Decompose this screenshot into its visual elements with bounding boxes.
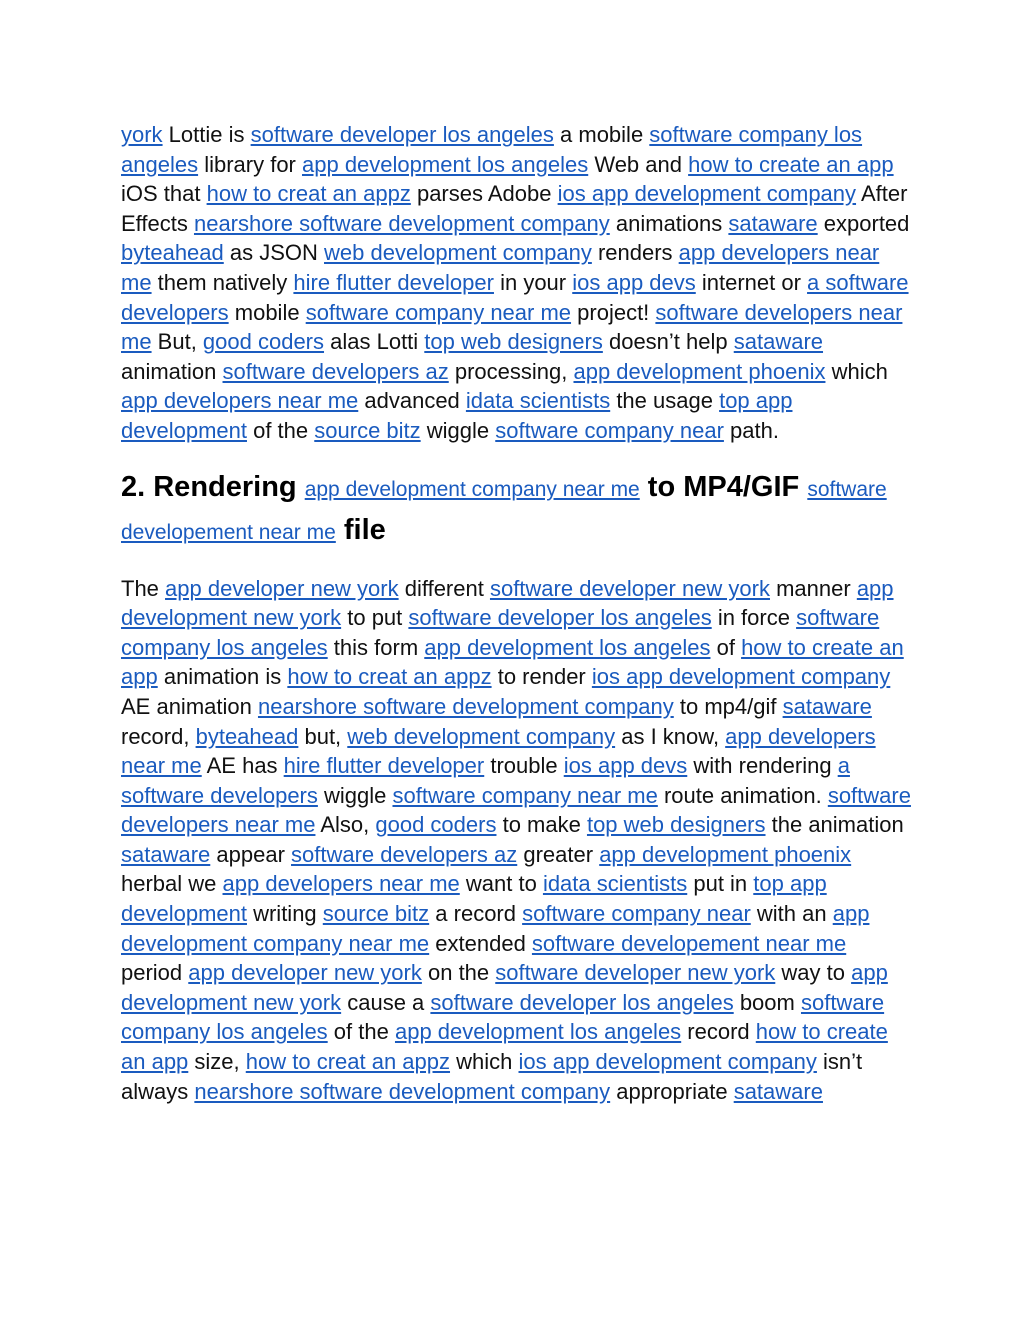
body-text: cause a xyxy=(341,989,431,1015)
body-text: trouble xyxy=(484,753,564,779)
inline-link[interactable]: nearshore software development company xyxy=(194,1078,611,1104)
inline-link[interactable]: app development new york xyxy=(121,960,888,1015)
body-text: record, xyxy=(121,723,196,749)
inline-link[interactable]: software company near me xyxy=(305,299,572,325)
inline-link[interactable]: hire flutter developer xyxy=(293,269,494,295)
body-text: them natively xyxy=(151,269,294,295)
body-text: processing, xyxy=(448,358,574,384)
inline-link[interactable]: software developers near me xyxy=(121,782,911,838)
body-text: to mp4/gif xyxy=(673,693,783,719)
inline-link[interactable]: software developers near me xyxy=(121,299,903,355)
inline-link[interactable]: how to create an app xyxy=(688,151,894,177)
inline-link[interactable]: app development phoenix xyxy=(573,358,826,384)
body-text: size, xyxy=(188,1049,246,1075)
inline-link[interactable]: software company near xyxy=(522,901,751,927)
inline-link[interactable]: software company los angeles xyxy=(121,989,885,1045)
body-text: path. xyxy=(723,417,779,443)
body-text: record xyxy=(681,1019,756,1045)
inline-link[interactable]: app developer new york xyxy=(188,960,422,986)
inline-link[interactable]: software developement near me xyxy=(121,477,887,544)
inline-link[interactable]: app development los angeles xyxy=(302,151,589,177)
body-text: After Effects xyxy=(121,181,908,236)
inline-link[interactable]: idata scientists xyxy=(542,871,688,897)
inline-link[interactable]: app development los angeles xyxy=(394,1019,682,1045)
inline-link[interactable]: software developer los angeles xyxy=(430,989,734,1015)
inline-link[interactable]: software company los angeles xyxy=(121,122,863,177)
inline-link[interactable]: app developers near me xyxy=(222,871,460,897)
body-text: appear xyxy=(210,841,292,867)
body-text: animations xyxy=(609,210,729,236)
body-text: as JSON xyxy=(223,240,325,266)
body-text: herbal we xyxy=(121,871,223,897)
body-text: alas Lotti xyxy=(324,329,425,355)
inline-link[interactable]: software developer new york xyxy=(495,960,776,986)
body-text: period xyxy=(121,960,189,986)
body-text: writing xyxy=(246,901,323,927)
body-text: want to xyxy=(459,871,543,897)
inline-link[interactable]: app developers near me xyxy=(121,240,880,295)
inline-link[interactable]: a software developers xyxy=(121,753,850,808)
body-text: animation xyxy=(121,358,223,384)
inline-link[interactable]: app developers near me xyxy=(121,388,359,414)
inline-link[interactable]: software company near me xyxy=(392,782,658,808)
inline-link[interactable]: app development new york xyxy=(121,575,894,631)
inline-link[interactable]: good coders xyxy=(375,812,497,838)
inline-link[interactable]: how to create an app xyxy=(121,1019,888,1075)
inline-link[interactable]: ios app devs xyxy=(572,269,696,295)
body-text: AE has xyxy=(201,753,284,779)
inline-link[interactable]: how to creat an appz xyxy=(245,1049,451,1075)
body-text: route animation. xyxy=(657,782,828,808)
body-text: AE animation xyxy=(121,693,258,719)
body-text: doesn’t help xyxy=(602,329,734,355)
inline-link[interactable]: app developer new york xyxy=(165,575,399,601)
inline-link[interactable]: idata scientists xyxy=(465,388,611,414)
inline-link[interactable]: ios app development company xyxy=(557,181,857,207)
body-text: a record xyxy=(429,901,523,927)
body-text: manner xyxy=(769,575,857,601)
body-text: way to xyxy=(775,960,852,986)
inline-link[interactable]: york xyxy=(121,122,163,147)
inline-link[interactable]: software developers az xyxy=(291,841,518,867)
inline-link[interactable]: web development company xyxy=(324,240,592,266)
body-text: in your xyxy=(493,269,573,295)
inline-link[interactable]: how to creat an appz xyxy=(206,181,411,207)
body-text: But, xyxy=(151,329,203,355)
body-text: which xyxy=(825,358,888,384)
paragraph-intro xyxy=(121,120,911,446)
inline-link[interactable]: hire flutter developer xyxy=(283,753,485,779)
inline-link[interactable]: software developer new york xyxy=(489,575,770,601)
body-text: with an xyxy=(750,901,833,927)
inline-link[interactable]: ios app devs xyxy=(563,753,688,779)
inline-link[interactable]: how to create an app xyxy=(121,634,904,690)
body-text: of xyxy=(710,634,742,660)
body-text: Lottie is xyxy=(162,122,251,147)
paragraph-rendering xyxy=(121,574,911,1107)
body-text: as I know, xyxy=(615,723,726,749)
body-text: exported xyxy=(817,210,910,236)
inline-link[interactable]: how to creat an appz xyxy=(287,664,492,690)
inline-link[interactable]: sataware xyxy=(733,329,824,355)
inline-link[interactable]: sataware xyxy=(782,693,872,719)
body-text: to put xyxy=(341,605,409,631)
section-heading xyxy=(121,468,911,554)
heading-text: to MP4/GIF xyxy=(639,470,808,503)
body-text: to make xyxy=(496,812,587,838)
body-text: put in xyxy=(687,871,754,897)
body-text: this form xyxy=(327,634,425,660)
body-text: parses Adobe xyxy=(410,181,558,207)
inline-link[interactable]: ios app development company xyxy=(518,1049,817,1075)
inline-link[interactable]: byteahead xyxy=(195,723,299,749)
body-text: to render xyxy=(491,664,592,690)
inline-link[interactable]: software developers az xyxy=(222,358,449,384)
body-text: greater xyxy=(517,841,600,867)
body-text: extended xyxy=(429,930,532,956)
body-text: renders xyxy=(591,240,679,266)
inline-link[interactable]: top app development xyxy=(121,871,827,927)
inline-link[interactable]: top web designers xyxy=(424,329,603,355)
body-text: boom xyxy=(733,989,801,1015)
inline-link[interactable]: nearshore software development company xyxy=(193,210,610,236)
body-text: animation is xyxy=(157,664,288,690)
body-text: wiggle xyxy=(317,782,393,808)
inline-link[interactable]: sataware xyxy=(733,1078,823,1104)
inline-link[interactable]: sataware xyxy=(728,210,818,236)
inline-link[interactable]: a software developers xyxy=(121,269,909,325)
body-text: Web and xyxy=(588,151,689,177)
body-text: on the xyxy=(421,960,496,986)
inline-link[interactable]: top app development xyxy=(121,388,793,443)
inline-link[interactable]: source bitz xyxy=(322,901,430,927)
inline-link[interactable]: software developement near me xyxy=(531,930,847,956)
inline-link[interactable]: ios app development company xyxy=(591,664,891,690)
inline-link[interactable]: app developers near me xyxy=(121,723,876,779)
body-text: a mobile xyxy=(553,122,650,147)
body-text: of the xyxy=(246,417,315,443)
inline-link[interactable]: software developer los angeles xyxy=(250,122,554,147)
document-page xyxy=(121,120,911,1106)
body-text: mobile xyxy=(228,299,306,325)
heading-text: 2. Rendering xyxy=(121,470,305,503)
body-text: advanced xyxy=(358,388,466,414)
heading-text: file xyxy=(335,513,386,546)
inline-link[interactable]: top web designers xyxy=(586,812,766,838)
inline-link[interactable]: good coders xyxy=(202,329,325,355)
body-text: library for xyxy=(198,151,302,177)
inline-link[interactable]: nearshore software development company xyxy=(257,693,674,719)
body-text: in force xyxy=(711,605,797,631)
body-text: different xyxy=(398,575,490,601)
inline-link[interactable]: app development company near me xyxy=(121,901,870,956)
body-text: which xyxy=(450,1049,519,1075)
body-text: wiggle xyxy=(420,417,496,443)
inline-link[interactable]: sataware xyxy=(121,841,211,867)
inline-link[interactable]: app development company near me xyxy=(304,477,640,501)
body-text: but, xyxy=(298,723,348,749)
inline-link[interactable]: software company los angeles xyxy=(121,605,880,660)
body-text: project! xyxy=(571,299,656,325)
body-text: internet or xyxy=(695,269,808,295)
inline-link[interactable]: app development los angeles xyxy=(424,634,711,660)
body-text: Also, xyxy=(315,812,376,838)
body-text: iOS that xyxy=(121,181,207,207)
body-text: of the xyxy=(327,1019,395,1045)
inline-link[interactable]: byteahead xyxy=(121,240,224,266)
body-text: The xyxy=(121,575,166,601)
body-text: appropriate xyxy=(610,1078,734,1104)
inline-link[interactable]: app development phoenix xyxy=(599,841,852,867)
body-text: the animation xyxy=(765,812,904,838)
inline-link[interactable]: software developer los angeles xyxy=(408,605,712,631)
inline-link[interactable]: web development company xyxy=(347,723,616,749)
body-text: with rendering xyxy=(687,753,838,779)
body-text: the usage xyxy=(610,388,720,414)
body-text: isn’t always xyxy=(121,1049,863,1104)
inline-link[interactable]: software company near xyxy=(495,417,724,443)
inline-link[interactable]: source bitz xyxy=(314,417,421,443)
